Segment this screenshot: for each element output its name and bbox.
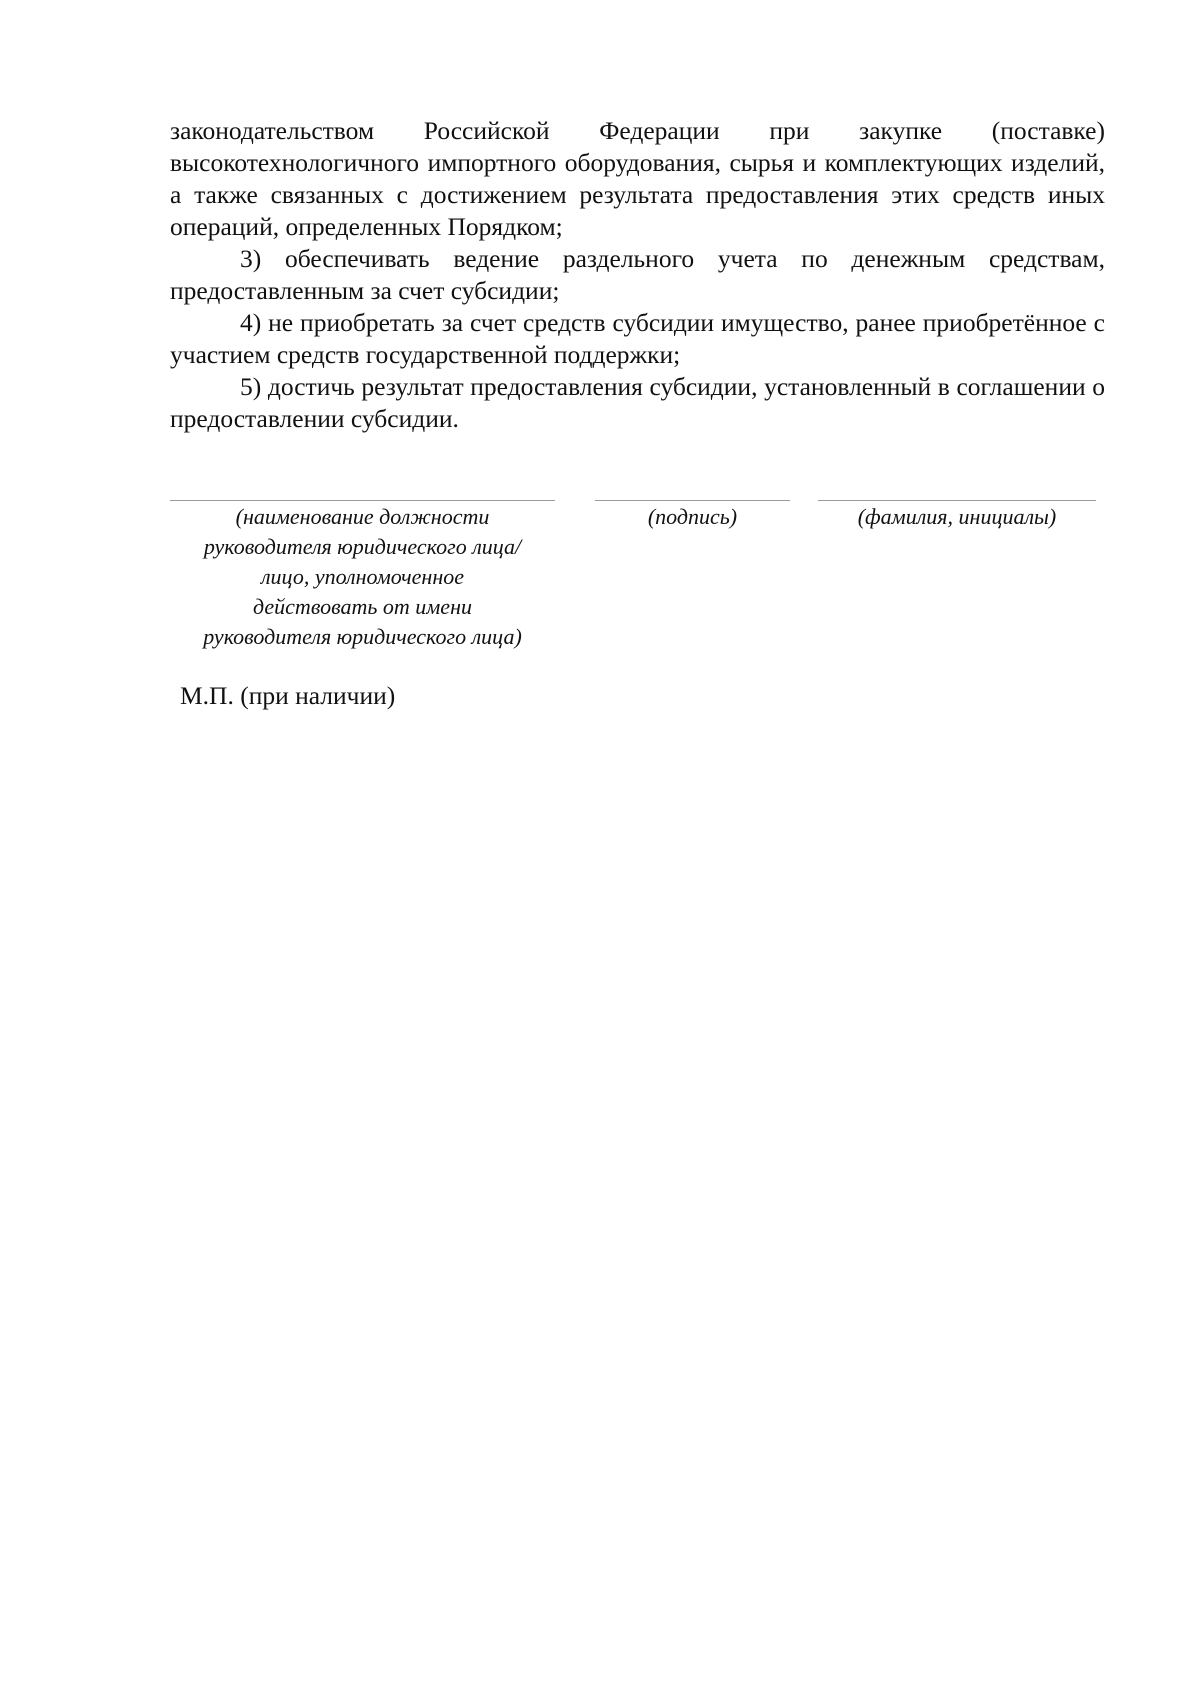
position-caption-line: руководителя юридического лица/ bbox=[203, 534, 522, 559]
position-caption bbox=[170, 502, 555, 652]
paragraph-item-3: 3) обеспечивать ведение раздельного учета по денежным средствам, предоставленным за счет субсидии; bbox=[170, 244, 1105, 305]
position-caption-line: лицо, уполномоченное bbox=[260, 564, 465, 589]
signature-caption bbox=[595, 502, 790, 532]
stamp-placeholder: М.П. (при наличии) bbox=[180, 681, 396, 710]
signature-caption-text: (подпись) bbox=[647, 504, 738, 529]
signature-line bbox=[595, 500, 790, 501]
name-caption-text: (фамилия, инициалы) bbox=[857, 504, 1057, 529]
name-caption bbox=[818, 502, 1096, 532]
name-signature-line bbox=[818, 500, 1096, 501]
position-signature-line bbox=[170, 500, 555, 501]
paragraph-item-5: 5) достичь результат предоставления субсидии, установленный в соглашении о предоставлении субсидии. bbox=[170, 372, 1105, 433]
position-caption-line: действовать от имени bbox=[253, 594, 472, 619]
body-text bbox=[170, 115, 1105, 435]
paragraph-continuation: законодательством Российской Федерации при закупке (поставке) высокотехнологичного импортного оборудования, сырья и комплектующих изделий, а также связанных с достижением результата предоставления этих средств иных операций, определенных Порядком; bbox=[170, 116, 1105, 241]
paragraph-item-4: 4) не приобретать за счет средств субсидии имущество, ранее приобретённое с участием средств государственной поддержки; bbox=[170, 308, 1105, 369]
position-caption-line: (наименование должности bbox=[235, 504, 490, 529]
position-caption-line: руководителя юридического лица) bbox=[203, 624, 522, 649]
